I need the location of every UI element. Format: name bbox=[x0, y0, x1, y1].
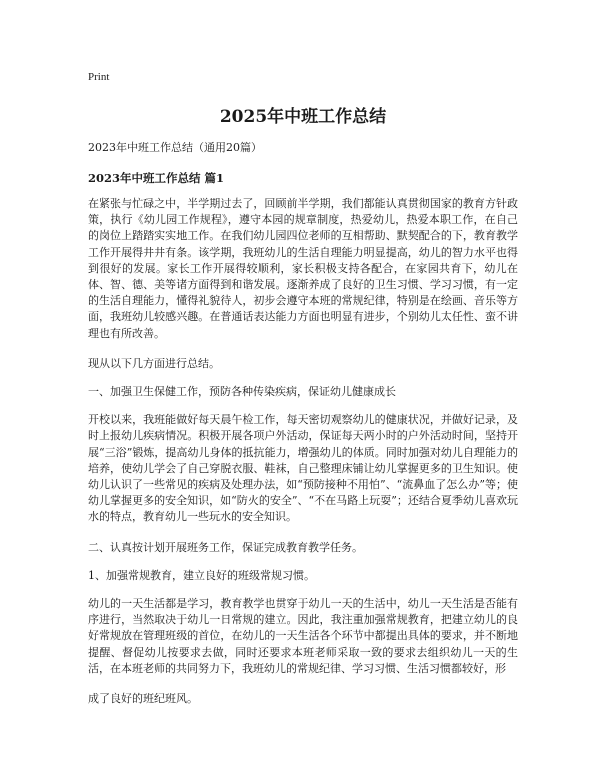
paragraph-heading-routine: 1、加强常规教育，建立良好的班级常规习惯。 bbox=[88, 568, 315, 582]
section-heading: 2023年中班工作总结 篇1 bbox=[88, 171, 225, 185]
paragraph-closing: 成了良好的班纪班风。 bbox=[88, 692, 198, 706]
paragraph-heading-class-work: 二、认真按计划开展班务工作，保证完成教育教学任务。 bbox=[88, 540, 363, 554]
paragraph-health: 开校以来，我班能做好每天晨午检工作，每天密切观察幼儿的健康状况，并做好记录，及时上报幼儿疾病情况。积极开展各项户外活动，保证每天两小时的户外活动时间，坚持开展“三浴”锻炼，提高幼儿身体的抵抗能力，增强幼儿的体质。同时加强对幼儿自理能力的培养，使幼儿学会了自己穿脱衣服、鞋袜，自己整理床铺让幼儿掌握更多的卫生知识。使幼儿认识了一些常见的疾病及处理办法，如“预防接种不用怕”、“流鼻血了怎么办”等；使幼儿掌握更多的安全知识，如“防火的安全”、“不在马路上玩耍”；还结合夏季幼儿喜欢玩水的特点，教育幼儿一些玩水的安全知识。 bbox=[88, 413, 518, 524]
document-subtitle: 2023年中班工作总结（通用20篇） bbox=[88, 141, 262, 154]
page-title: 2025年中班工作总结 bbox=[219, 107, 387, 127]
document-page bbox=[88, 70, 518, 721]
paragraph-routine: 幼儿的一天生活都是学习，教育教学也贯穿于幼儿一天的生活中，幼儿一天生活是否能有序进行，当然取决于幼儿一日常规的建立。因此，我注重加强常规教育，把建立幼儿的良好常规放在管理班级的首位，在幼儿的一天生活各个环节中都提出具体的要求，并不断地提醒、督促幼儿按要求去做，同时还要求本班老师采取一致的要求去组织幼儿一天的生活，在本班老师的共同努力下，我班幼儿的常规纪律、学习习惯、生活习惯都较好，形 bbox=[88, 597, 518, 675]
paragraph-intro: 在紧张与忙碌之中，半学期过去了，回顾前半学期，我们都能认真贯彻国家的教育方针政策，执行《幼儿园工作规程》，遵守本园的规章制度，热爱幼儿，热爱本职工作，在自己的岗位上踏踏实实地工作。在我们幼儿园四位老师的互相帮助、默契配合的下，教育教学工作开展得井井有条。该学期，我班幼儿的生活自理能力明显提高，幼儿的智力水平也得到很好的发展。家长工作开展得较顺利，家长积极支持各配合，在家园共育下，幼儿在体、智、德、美等诸方面得到和谐发展。逐渐养成了良好的卫生习惯、学习习惯，有一定的生活自理能力，懂得礼貌待人，初步会遵守本班的常规纪律，特别是在绘画、音乐等方面，我班幼儿较感兴趣。在普通话表达能力方面也明显有进步，个别幼儿太任性、蛮不讲理也有所改善。 bbox=[88, 197, 518, 340]
paragraph-summary-lead: 现从以下几方面进行总结。 bbox=[88, 356, 220, 370]
print-link[interactable]: Print bbox=[88, 71, 110, 83]
paragraph-heading-health: 一、加强卫生保健工作，预防各种传染疾病，保证幼儿健康成长 bbox=[88, 385, 396, 399]
